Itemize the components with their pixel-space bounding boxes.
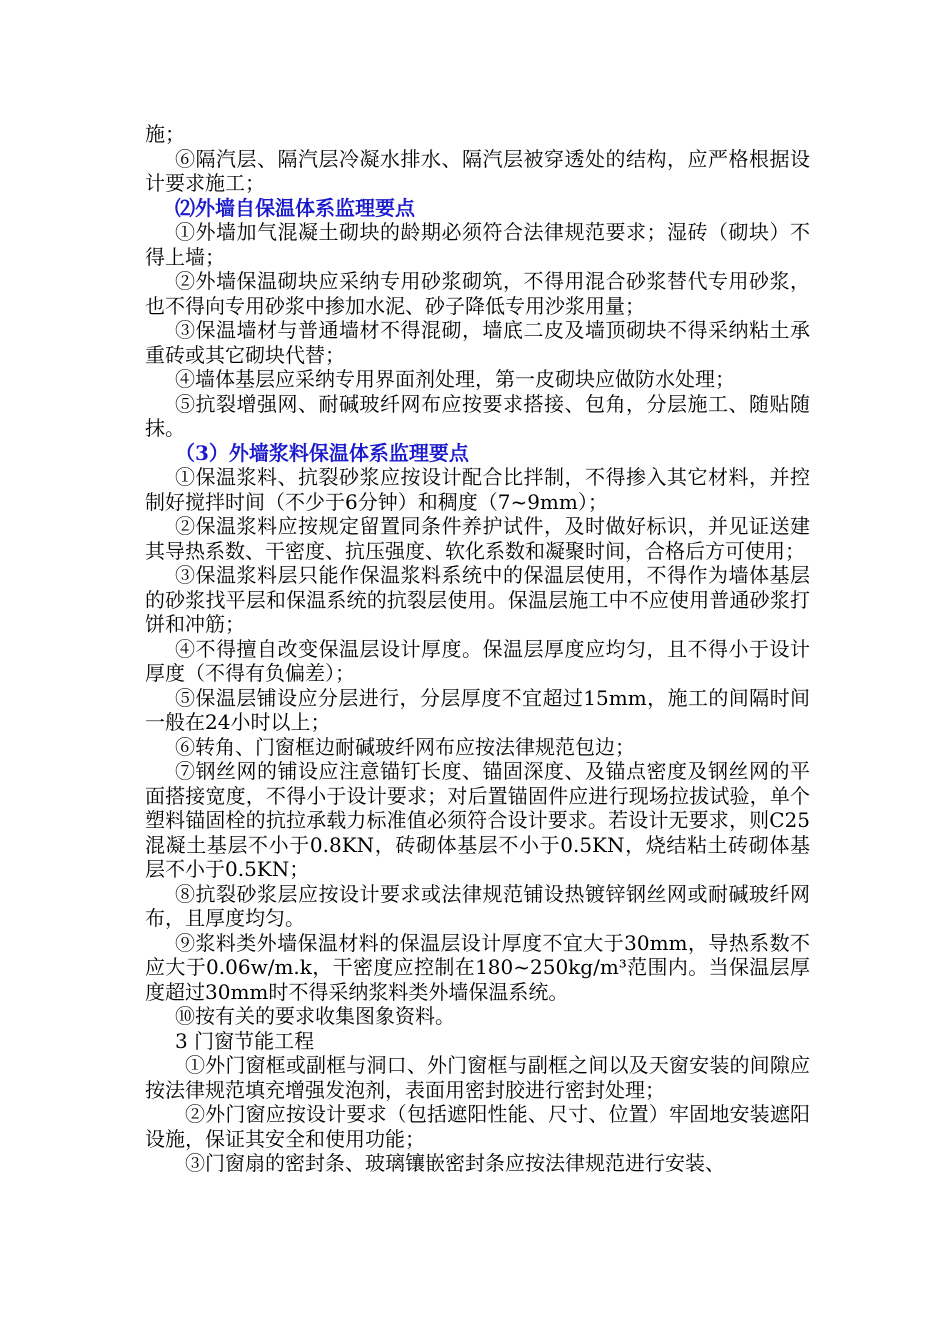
list-item: ②外门窗应按设计要求（包括遮阳性能、尺寸、位置）牢固地安装遮阳设施，保证其安全和使用功能；	[145, 1102, 810, 1151]
list-item: ⑤抗裂增强网、耐碱玻纤网布应按要求搭接、包角，分层施工、随贴随抹。	[145, 391, 810, 440]
list-item: ①外墙加气混凝土砌块的龄期必须符合法律规范要求；湿砖（砌块）不得上墙；	[145, 220, 810, 269]
section-heading-mortar-insulation: （3）外墙浆料保温体系监理要点	[175, 440, 469, 465]
list-item: ②外墙保温砌块应采纳专用砂浆砌筑，不得用混合砂浆替代专用砂浆，也不得向专用砂浆中掺加水泥、砂子降低专用沙浆用量；	[145, 269, 810, 318]
list-item: ⑧抗裂砂浆层应按设计要求或法律规范铺设热镀锌钢丝网或耐碱玻纤网布，且厚度均匀。	[145, 881, 810, 930]
list-item-vapor-barrier: ⑥隔汽层、隔汽层冷凝水排水、隔汽层被穿透处的结构，应严格根据设计要求施工；	[145, 146, 810, 195]
list-item: ①保温浆料、抗裂砂浆应按设计配合比拌制，不得掺入其它材料，并控制好搅拌时间（不少于6分钟）和稠度（7~9mm）；	[145, 465, 810, 514]
list-item: ③保温墙材与普通墙材不得混砌，墙底二皮及墙顶砌块不得采纳粘土承重砖或其它砌块代替；	[145, 318, 810, 367]
list-item: ③保温浆料层只能作保温浆料系统中的保温层使用，不得作为墙体基层的砂浆找平层和保温系统的抗裂层使用。保温层施工中不应使用普通砂浆打饼和冲筋；	[145, 563, 810, 636]
list-item: ④墙体基层应采纳专用界面剂处理，第一皮砌块应做防水处理；	[175, 367, 735, 391]
list-item: ⑦钢丝网的铺设应注意锚钉长度、锚固深度、及锚点密度及钢丝网的平面搭接宽度，不得小于设计要求；对后置锚固件应进行现场拉拔试验，单个塑料锚固栓的抗拉承载力标准值必须符合设计要求。若设计无要求，则C25混凝土基层不小于0.8KN，砖砌体基层不小于0.5KN，烧结粘土砖砌体基层不小于0.5KN；	[145, 759, 810, 881]
list-item: ⑤保温层铺设应分层进行，分层厚度不宜超过15mm，施工的间隔时间一般在24小时以上；	[145, 685, 810, 734]
list-item: ⑥转角、门窗框边耐碱玻纤网布应按法律规范包边；	[175, 734, 635, 759]
list-item: ④不得擅自改变保温层设计厚度。保温层厚度应均匀，且不得小于设计厚度（不得有负偏差）；	[145, 636, 810, 685]
paragraph-continuation: 施；	[145, 122, 185, 146]
list-item: ⑨浆料类外墙保温材料的保温层设计厚度不宜大于30mm，导热系数不应大于0.06w/m.k，干密度应控制在180~250kg/m³范围内。当保温层厚度超过30mm时不得采纳浆料类外墙保温系统。	[145, 930, 810, 1004]
list-item: ⑩按有关的要求收集图象资料。	[175, 1004, 455, 1028]
section-heading-windows-doors: 3 门窗节能工程	[175, 1028, 315, 1053]
list-item: ③门窗扇的密封条、玻璃镶嵌密封条应按法律规范进行安装、	[185, 1151, 725, 1175]
list-item: ①外门窗框或副框与洞口、外门窗框与副框之间以及天窗安装的间隙应按法律规范填充增强发泡剂，表面用密封胶进行密封处理；	[145, 1053, 810, 1102]
list-item: ②保温浆料应按规定留置同条件养护试件，及时做好标识，并见证送建其导热系数、干密度、抗压强度、软化系数和凝聚时间，合格后方可使用；	[145, 514, 810, 563]
document-body	[145, 122, 810, 1176]
section-heading-self-insulation: ⑵外墙自保温体系监理要点	[175, 195, 415, 220]
